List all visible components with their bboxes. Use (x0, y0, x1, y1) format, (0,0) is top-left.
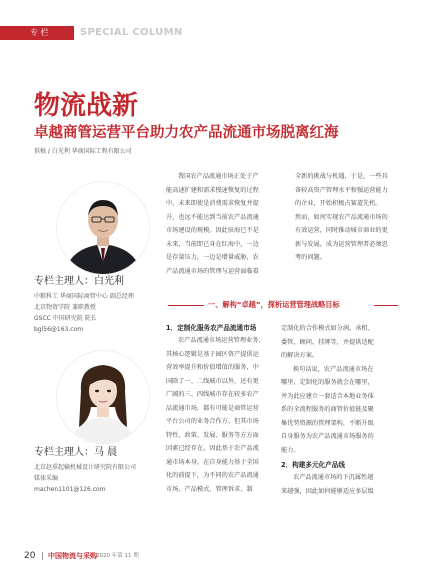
article-subtitle: 卓越商管运营平台助力农产品流通市场脱离红海 (34, 125, 339, 141)
text-line: 广阔的三、四线城市存在较多农产 (166, 391, 259, 398)
text-line: 全新的挑战与机遇，于是，一些具 (295, 173, 388, 180)
intro-column-1 (166, 170, 286, 278)
text-line: 委管、顾问、挂牌等，并提供适配 (281, 338, 374, 346)
host-label-1: 专栏主理人：白光利 (34, 276, 124, 287)
text-line: 能高速扩建和需求慢速恢复的过程 (166, 186, 259, 194)
magazine-name: 中国物流与采购 (48, 552, 97, 560)
article-title: 物流战新 (34, 91, 139, 121)
text-line: 营效率提升和价值增值的服务，中 (166, 364, 259, 371)
host-label-2: 专栏主理人：马 晨 (34, 447, 118, 458)
text-line: 的企业，开始积极占赛道先机。 (295, 200, 382, 207)
host-info-2 (34, 462, 136, 495)
host-info-line: 北京赵重起输机械设计研究院有限公司 (34, 464, 137, 471)
text-line: 升，也远不能达到当前农产品流通 (166, 213, 259, 221)
text-line: 的解决方案。 (281, 352, 319, 359)
body-column-right (281, 322, 391, 498)
text-line: 系的全流程服务的商管价值链及聚 (281, 406, 374, 413)
text-line: 哪里，定制化的服务就会在哪里， (281, 379, 374, 386)
text-line: 我国农产品流通市场正处于产 (178, 173, 259, 180)
host-info-1 (34, 291, 134, 335)
text-line: 市场建设的规模。因此驻海已不是 (166, 227, 259, 234)
host-photo-2 (56, 350, 150, 444)
issue-label: 2020 年第 11 期 (96, 553, 139, 559)
text-line: 市场、产品模式、管理诉求，制 (166, 485, 253, 493)
column-tab: 专 栏 (0, 26, 74, 40)
text-line: 化的前提下，为不同的农产品流通 (166, 472, 259, 479)
host-info-line: GSCC 中国研究院 院长 (34, 315, 97, 322)
text-line: 特性、政策、发展、服务等方方面 (166, 431, 259, 439)
section-heading (168, 299, 398, 311)
text-line: 集优势资源的管理架构，不断升级 (281, 419, 374, 427)
text-line: 平台公司的业务合作方。但其市场 (166, 418, 259, 425)
text-line: 来越强，因此如何能够适应多层级 (281, 487, 374, 495)
text-line: 换句话说，农产品流通市场在 (293, 365, 374, 373)
text-line: 有效运营，同时推动城市商业的更 (295, 227, 388, 234)
section-heading-text: 一、解构“卓越”，探析运营管理战略目标 (208, 300, 340, 309)
host-info-line: 中粮科工 华商国际商管中心 副总经理 (34, 293, 134, 300)
section-rule-left (168, 305, 204, 306)
text-line: 通市场本身，在自身能力基于全国 (166, 458, 259, 466)
text-line: 新与发展，成为运营管理者必须思 (295, 240, 388, 248)
subsection-heading-2: 2．构建多元化产品线 (281, 461, 345, 469)
article-byline: 供稿 / 白光利 华商国际工程有限公司 (34, 148, 132, 155)
body-column-left (166, 322, 270, 496)
page-footer (0, 549, 427, 565)
text-line: 农产品流通市场运营管理业务， (178, 337, 265, 344)
host-info-line: 媒体采编 (34, 475, 59, 482)
text-line: 国除了一、二线城市以外，还有更 (166, 377, 259, 385)
text-line: 定制化的合作模式如分润、承租、 (281, 325, 374, 332)
text-line: 产品流通市场的管理与运营面临着 (166, 267, 259, 275)
text-line: 未来，当前即已身在红海中，一边 (166, 240, 259, 248)
text-line: 能力。 (281, 446, 300, 454)
host-info-line: 北京物资学院 兼职教授 (34, 304, 96, 311)
text-line: 农产品流通市场的下沉属性越 (293, 474, 374, 481)
text-line: 其核心逻辑是基于园区资产提供运 (166, 350, 259, 358)
text-line: 考的问题。 (295, 254, 326, 261)
section-rule-right (374, 305, 398, 306)
text-line: 自身服务为农产品流通市场服务的 (281, 433, 374, 440)
column-tab-english: SPECIAL COLUMN (80, 27, 183, 38)
text-line: 然而，如何实现农产品流通市场的 (295, 213, 388, 221)
text-line: 是存量压力，一边是增量威胁，农 (166, 254, 259, 261)
text-line: 并为此应建立一套适合本地业务体 (281, 392, 374, 400)
text-line: 因素已经存在。因此基于农产品流 (166, 445, 259, 452)
subsection-heading-1: 1．定制化服务农产品流通市场 (166, 324, 257, 332)
host-photo-1 (56, 181, 150, 275)
text-line: 备较高资产管理水平和强运营能力 (295, 186, 388, 194)
footer-divider (42, 552, 43, 560)
text-line: 品流通市场，都有可能是商管运营 (166, 404, 259, 412)
intro-column-2 (295, 170, 415, 265)
host-info-line: bgl56@163.com (34, 326, 84, 333)
host-info-line: machen1101@126.com (34, 486, 106, 493)
page-number: 20 (24, 551, 36, 561)
text-line: 中。未来即使是消费需求恢复并提 (166, 200, 259, 207)
